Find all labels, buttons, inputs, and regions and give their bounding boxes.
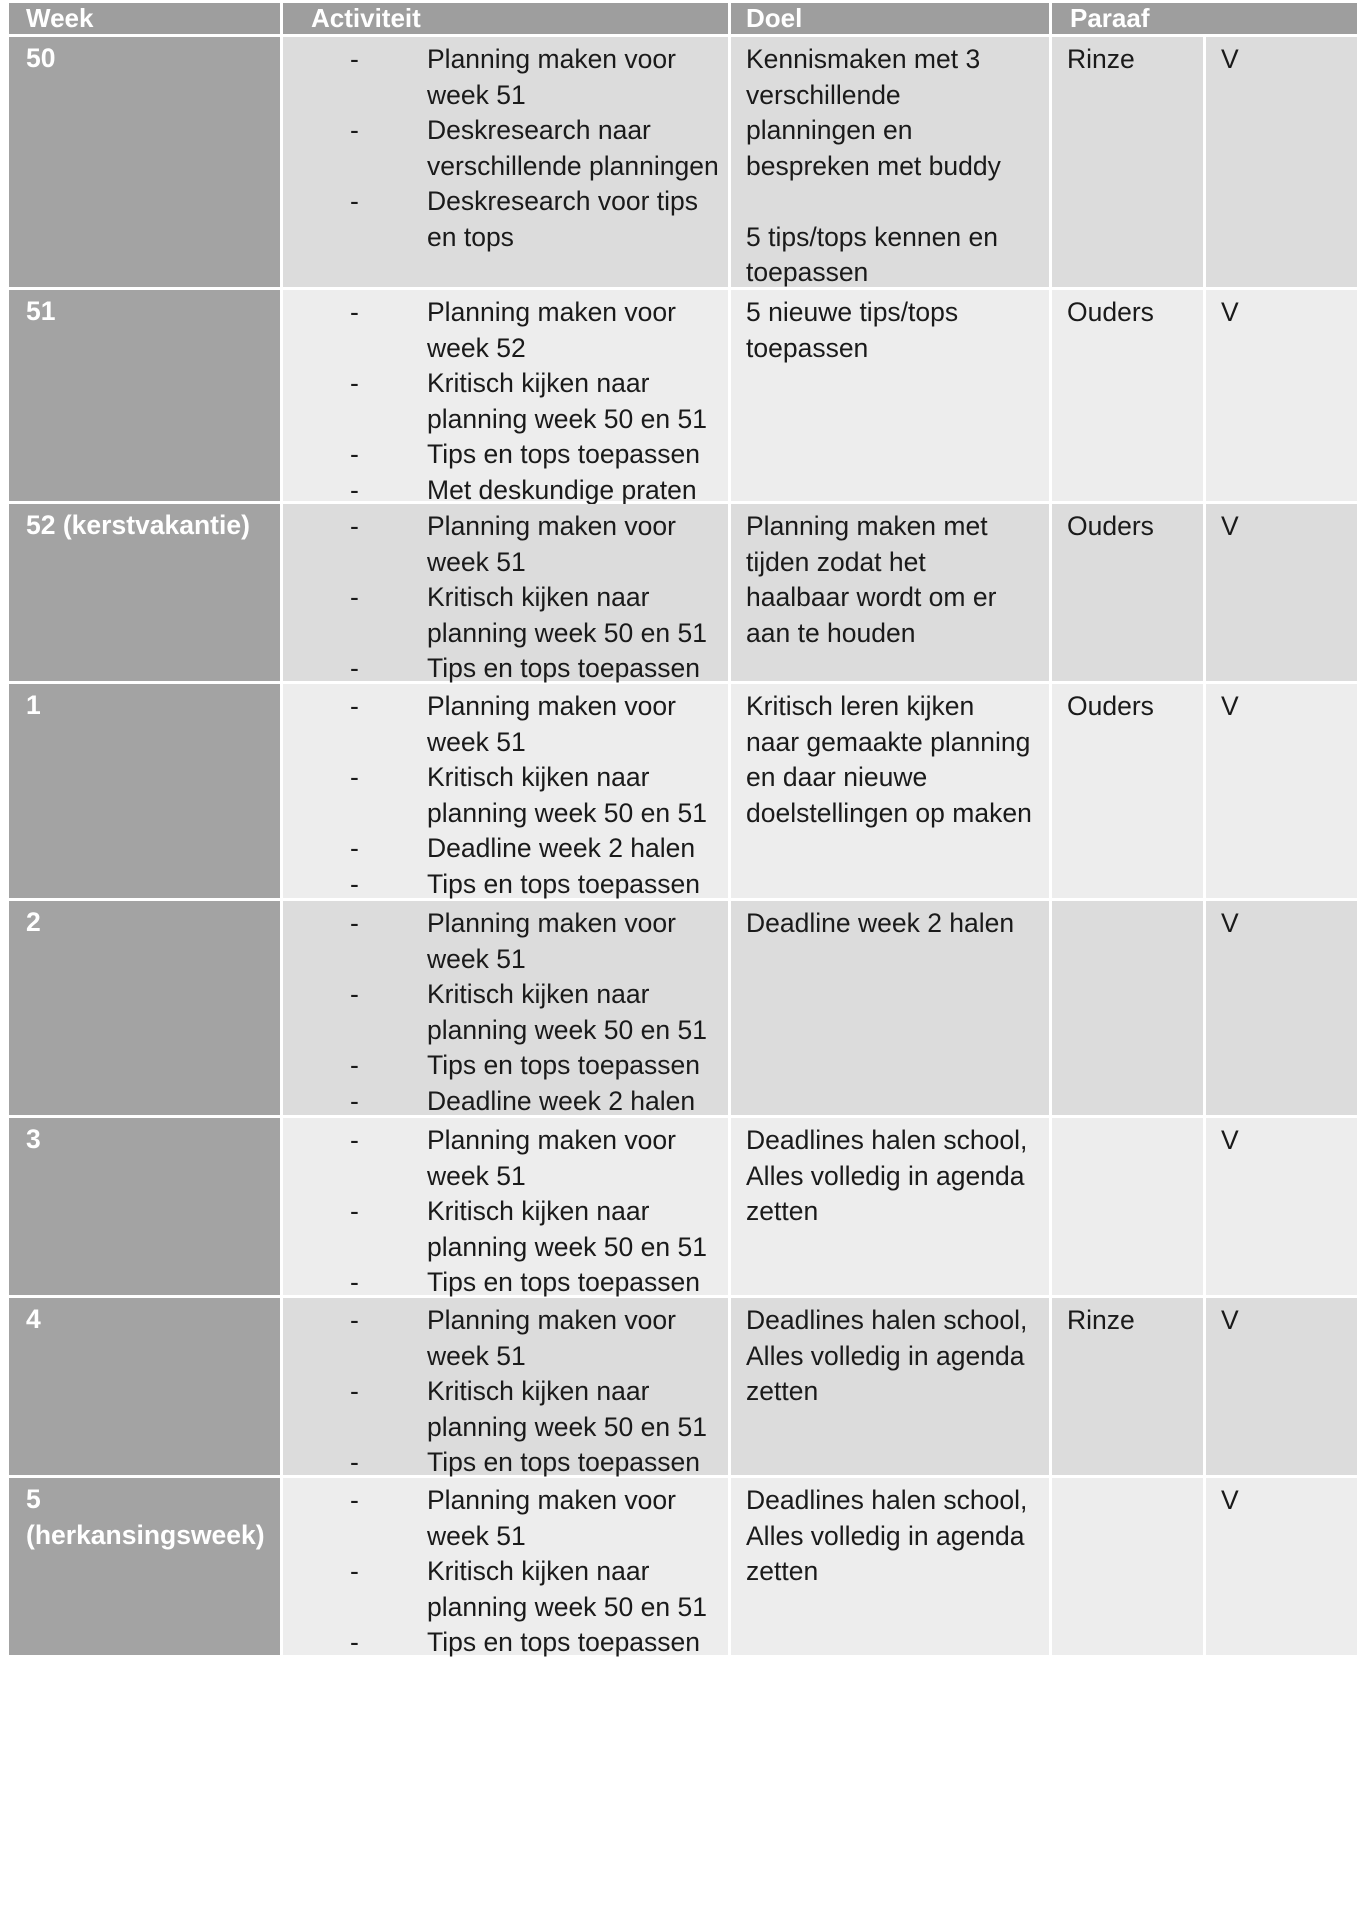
list-bullet: - [350,439,359,469]
list-item [283,1123,720,1194]
header-check [1203,3,1357,34]
week-cell: 52 (kerstvakantie) [9,504,280,681]
list-bullet: - [350,868,359,899]
list-bullet: - [350,186,359,216]
week-cell: 4 [9,1298,280,1475]
activity-list [283,689,720,902]
list-item [283,831,720,867]
paraaf-cell [1052,1478,1203,1655]
activiteit-cell [283,1298,728,1475]
check-cell: V [1206,504,1357,681]
list-bullet: - [350,1627,359,1657]
activity-text: Deskresearch voor tips en tops [427,186,698,252]
list-item [283,1084,720,1120]
list-item [283,113,720,184]
activity-text: Deadline week 2 halen [427,833,696,863]
list-item [283,1194,720,1265]
activity-text: Kritisch kijken naar planning week 50 en 51 [427,979,707,1045]
activiteit-cell [283,901,728,1115]
activity-list [283,509,720,687]
list-bullet: - [350,1485,359,1515]
list-item [283,1303,720,1374]
list-item [283,580,720,651]
week-cell: 50 [9,37,280,287]
list-bullet: - [350,582,359,612]
activity-text: Kritisch kijken naar planning week 50 en 51 [427,1196,707,1262]
paraaf-cell: Ouders [1052,290,1203,501]
list-bullet: - [350,1125,359,1155]
week-cell: 3 [9,1118,280,1295]
activity-text: Deadline week 2 halen [427,1085,696,1116]
list-item [283,1374,720,1445]
activity-text: Tips en tops toepassen [427,1447,701,1477]
activity-text: Planning maken voor week 51 [427,1125,676,1191]
doel-cell: Deadlines halen school, Alles volledig in agenda zetten [731,1118,1049,1295]
list-bullet: - [350,1376,359,1406]
list-bullet: - [350,1556,359,1586]
paraaf-cell: Rinze [1052,37,1203,287]
list-item [283,1265,720,1301]
list-bullet: - [350,908,359,938]
paraaf-cell: Rinze [1052,1298,1203,1475]
week-cell: 1 [9,684,280,898]
check-cell: V [1206,1298,1357,1475]
list-item [283,651,720,687]
paraaf-cell: Ouders [1052,504,1203,681]
list-bullet: - [350,115,359,145]
list-item [283,1445,720,1481]
week-cell: 51 [9,290,280,501]
check-cell: V [1206,684,1357,898]
activity-list [283,1123,720,1301]
activity-text: Tips en tops toepassen [427,1267,701,1297]
paraaf-cell [1052,901,1203,1115]
activiteit-cell [283,684,728,898]
doel-cell: Kritisch leren kijken naar gemaakte planning en daar nieuwe doelstellingen op maken [731,684,1049,898]
list-bullet: - [350,474,359,505]
week-cell: 5 (herkansingsweek) [9,1478,280,1655]
check-cell: V [1206,1478,1357,1655]
list-bullet: - [350,653,359,683]
list-bullet: - [350,1447,359,1477]
activity-text: Met deskundige praten [427,474,697,505]
list-item [283,977,720,1048]
activity-list [283,1303,720,1481]
doel-cell: Deadlines halen school, Alles volledig in agenda zetten [731,1478,1049,1655]
activity-text: Planning maken voor week 51 [427,1485,676,1551]
activity-text: Planning maken voor week 51 [427,691,676,757]
activity-text: Tips en tops toepassen [427,653,701,683]
list-item [283,473,720,509]
list-bullet: - [350,762,359,792]
list-item [283,760,720,831]
activiteit-cell [283,1478,728,1655]
list-item [283,906,720,977]
list-item [283,1625,720,1661]
activity-text: Kritisch kijken naar planning week 50 en 51 [427,582,707,648]
activity-text: Kritisch kijken naar planning week 50 en 51 [427,1376,707,1442]
list-bullet: - [350,1050,359,1080]
activity-text: Planning maken voor week 51 [427,908,676,974]
check-cell: V [1206,37,1357,287]
header-week: Week [9,3,280,34]
list-item [283,1554,720,1625]
activity-text: Kritisch kijken naar planning week 50 en 51 [427,368,707,434]
list-bullet: - [350,1267,359,1297]
check-cell: V [1206,290,1357,501]
header-activiteit: Activiteit [283,3,728,34]
activity-list [283,1483,720,1661]
list-bullet: - [350,297,359,327]
list-item [283,184,720,255]
check-cell: V [1206,1118,1357,1295]
activity-text: Planning maken voor week 51 [427,1305,676,1371]
activiteit-cell [283,1118,728,1295]
paraaf-cell: Ouders [1052,684,1203,898]
list-item [283,437,720,473]
activity-list [283,42,720,255]
list-item [283,366,720,437]
list-bullet: - [350,833,359,863]
activiteit-cell [283,504,728,681]
doel-cell: Deadlines halen school, Alles volledig in agenda zetten [731,1298,1049,1475]
paraaf-cell [1052,1118,1203,1295]
list-item [283,867,720,903]
list-bullet: - [350,368,359,398]
list-item [283,295,720,366]
week-cell: 2 [9,901,280,1115]
activity-text: Planning maken voor week 52 [427,297,676,363]
list-item [283,509,720,580]
doel-cell: Kennismaken met 3 verschillende planningen en bespreken met buddy 5 tips/tops kennen en toepassen [731,37,1049,287]
list-bullet: - [350,44,359,74]
list-item [283,689,720,760]
activiteit-cell [283,290,728,505]
doel-cell: Deadline week 2 halen [731,901,1049,1115]
header-paraaf: Paraaf [1052,3,1203,34]
activiteit-cell [283,37,728,287]
list-bullet: - [350,1085,359,1116]
check-cell: V [1206,901,1357,1115]
header-doel: Doel [731,3,1049,34]
activity-text: Tips en tops toepassen [427,439,701,469]
activity-text: Kritisch kijken naar planning week 50 en 51 [427,762,707,828]
list-bullet: - [350,511,359,541]
doel-cell: Planning maken met tijden zodat het haalbaar wordt om er aan te houden [731,504,1049,681]
list-bullet: - [350,1305,359,1335]
activity-text: Tips en tops toepassen [427,1050,701,1080]
list-item [283,1048,720,1084]
activity-text: Deskresearch naar verschillende planningen [427,115,719,181]
list-item [283,1483,720,1554]
activity-text: Tips en tops toepassen [427,868,701,899]
doel-cell: 5 nieuwe tips/tops toepassen [731,290,1049,501]
activity-text: Tips en tops toepassen [427,1627,701,1657]
list-bullet: - [350,979,359,1009]
activity-list [283,906,720,1119]
activity-list [283,295,720,508]
list-item [283,42,720,113]
list-bullet: - [350,1196,359,1226]
planning-table [9,3,1352,1655]
activity-text: Kritisch kijken naar planning week 50 en 51 [427,1556,707,1622]
activity-text: Planning maken voor week 51 [427,511,676,577]
activity-text: Planning maken voor week 51 [427,44,676,110]
list-bullet: - [350,691,359,721]
